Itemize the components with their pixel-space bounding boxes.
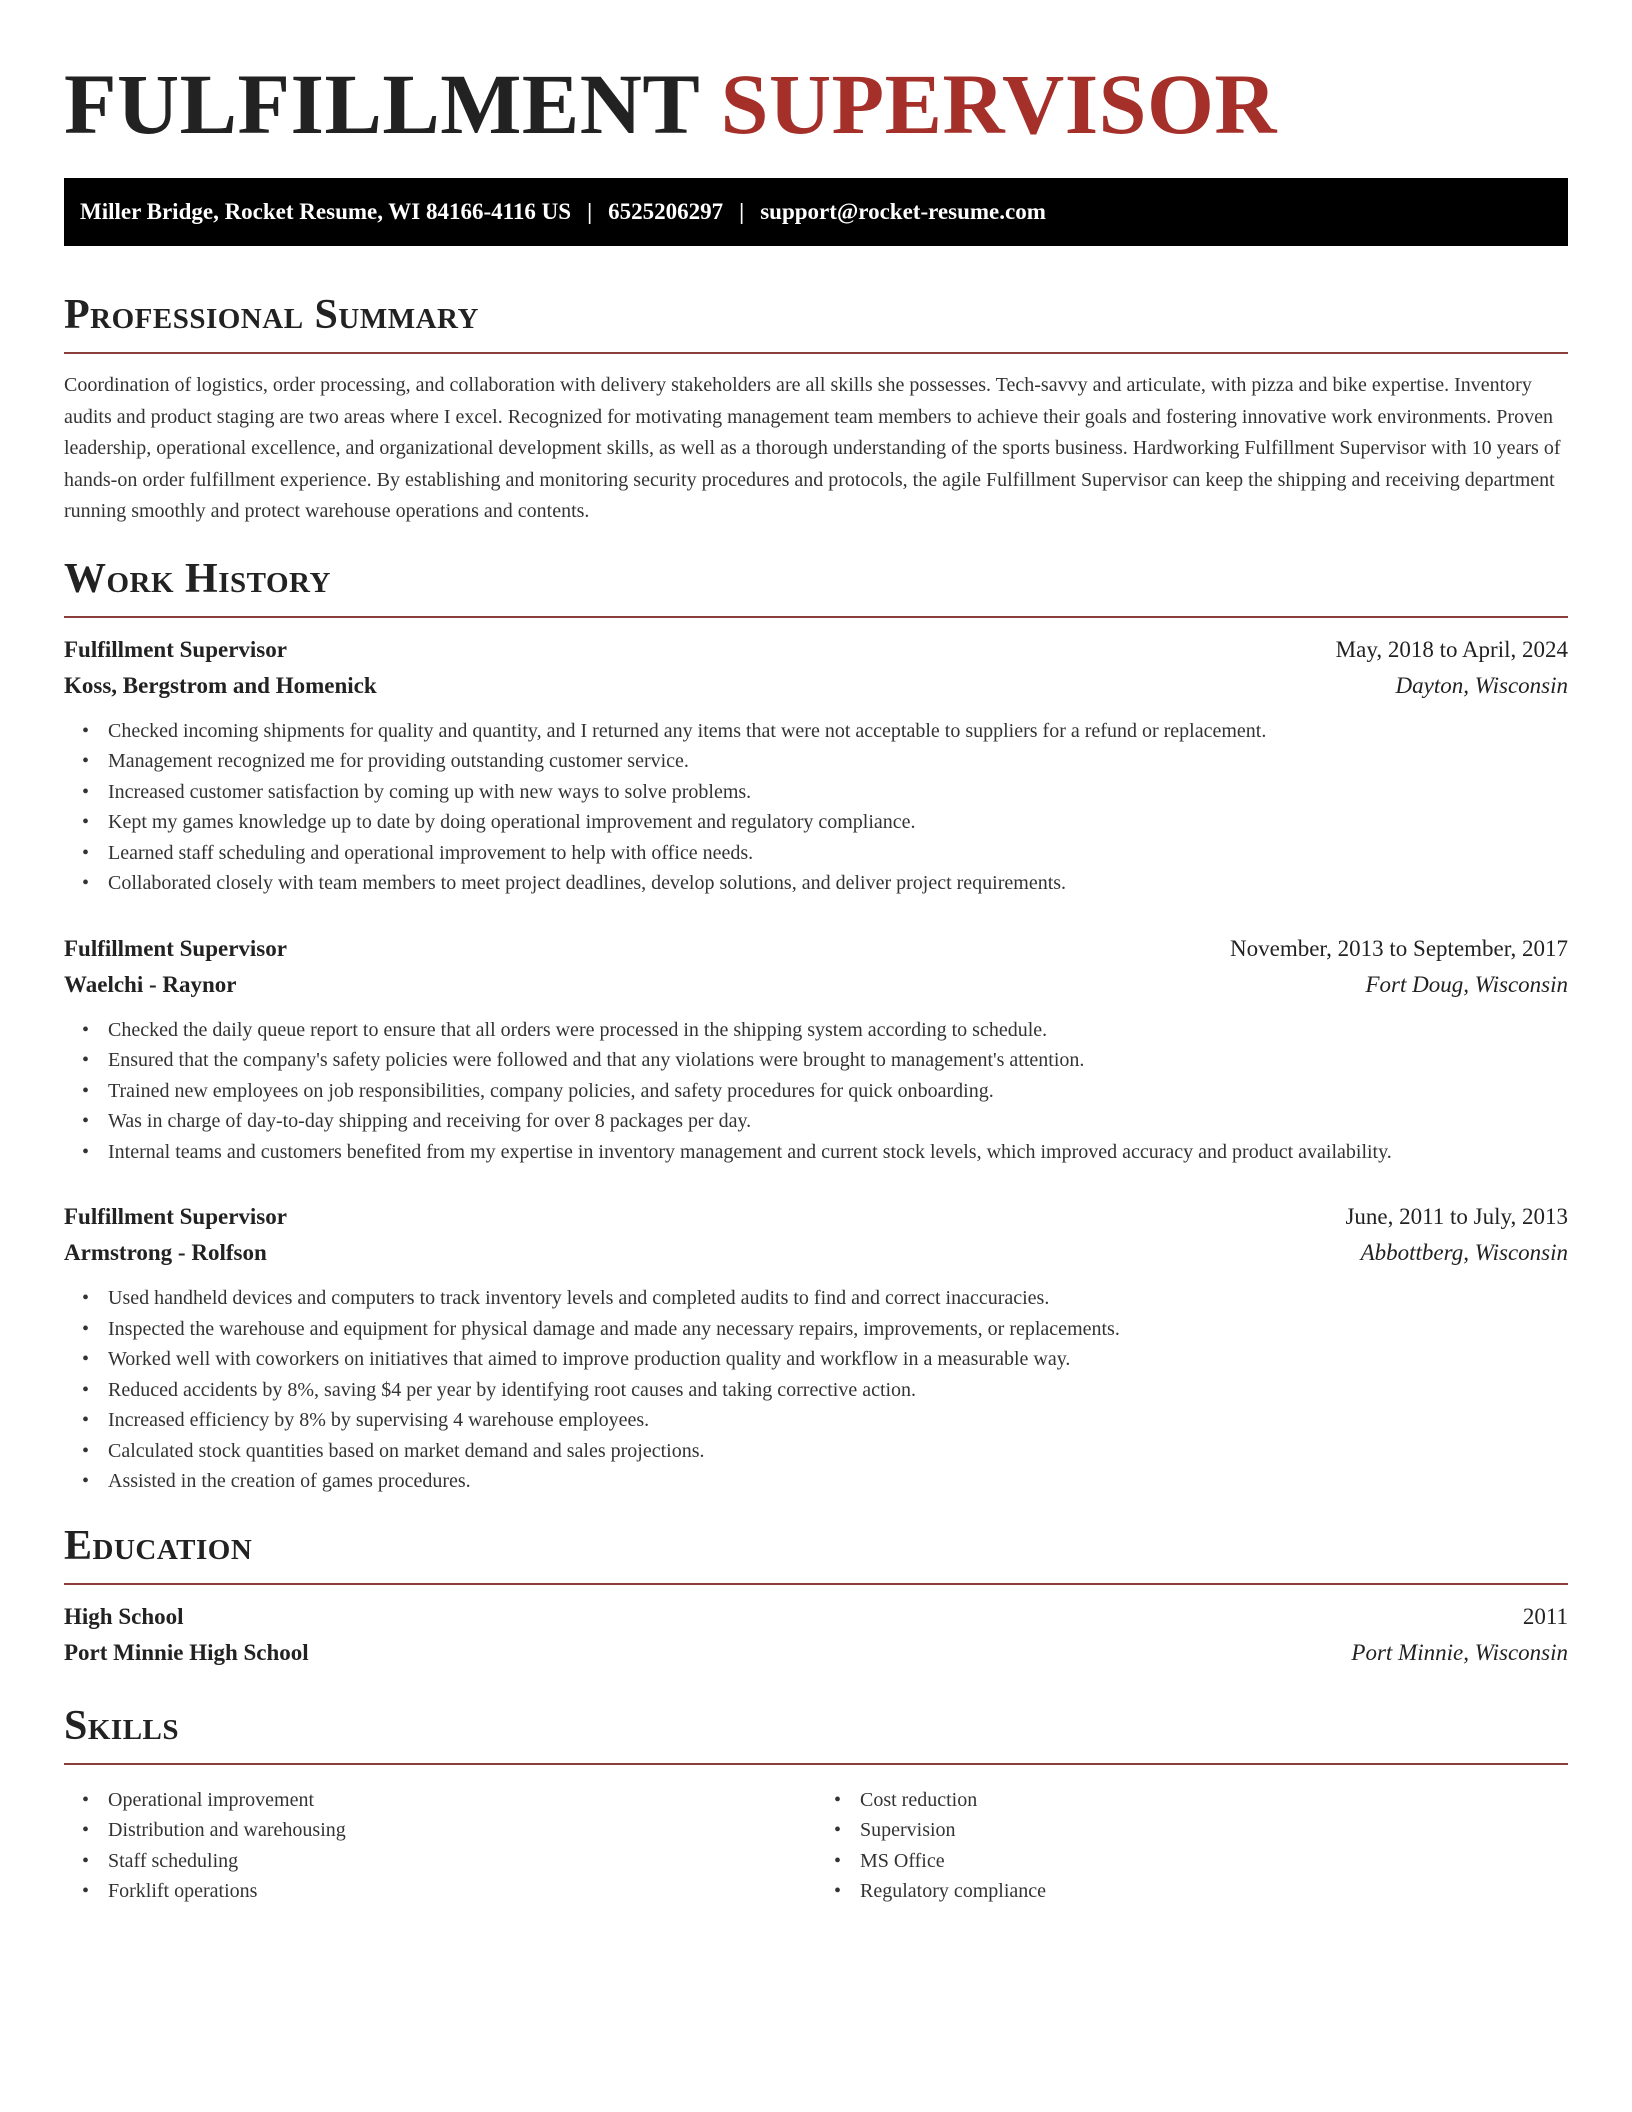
section-title: Work History	[64, 555, 331, 602]
contact-email: support@rocket-resume.com	[760, 199, 1046, 224]
education-entry	[64, 1599, 1568, 1671]
section-title: Professional Summary	[64, 292, 479, 338]
list-item: • Calculated stock quantities based on market demand and sales projections.	[108, 1436, 1568, 1467]
education-year: 2011	[1522, 1603, 1568, 1629]
education-school: Port Minnie High School	[64, 1639, 309, 1665]
skills-column-left	[64, 1785, 816, 1907]
job-company: Armstrong - Rolfson	[64, 1240, 267, 1265]
education-header-row	[64, 1599, 1568, 1635]
summary-text: Coordination of logistics, order processing, and collaboration with delivery stakeholders are all skills she possesses. Tech-savvy and articulate, with pizza and bike expertise. Inventory audits and product staging are two areas where I excel. Recognized for motivating management team members to achieve their goals and fostering innovative work environments. Proven leadership, operational excellence, and organizational development skills, as well as a thorough understanding of the sports business. Hardworking Fulfillment Supervisor with 10 years of hands-on order fulfillment experience. By establishing and monitoring security procedures and protocols, the agile Fulfillment Supervisor can keep the shipping and receiving department running smoothly and protect warehouse operations and contents.	[64, 374, 1561, 522]
list-item: • Increased customer satisfaction by coming up with new ways to solve problems.	[108, 777, 1568, 808]
job-location: Abbottberg, Wisconsin	[1360, 1240, 1568, 1265]
job-company-row	[64, 668, 1568, 704]
list-item: • Internal teams and customers benefited from my expertise in inventory management and current stock levels, which improved accuracy and product availability.	[108, 1137, 1568, 1168]
resume-name	[64, 54, 1568, 154]
list-item: • Checked the daily queue report to ensure that all orders were processed in the shipping system according to schedule.	[108, 1015, 1568, 1046]
list-item: • Kept my games knowledge up to date by doing operational improvement and regulatory compliance.	[108, 807, 1568, 838]
list-item: • Trained new employees on job responsibilities, company policies, and safety procedures for quick onboarding.	[108, 1076, 1568, 1107]
job-header-row	[64, 1199, 1568, 1235]
job-dates: November, 2013 to September, 2017	[1230, 935, 1568, 961]
contact-address: Miller Bridge, Rocket Resume, WI 84166-4116 US	[80, 199, 572, 224]
section-work-history	[64, 554, 1568, 1497]
skill-item: • MS Office	[860, 1846, 1568, 1877]
contact-phone: 6525206297	[608, 199, 724, 224]
job-location: Fort Doug, Wisconsin	[1365, 971, 1568, 997]
list-item: • Checked incoming shipments for quality and quantity, and I returned any items that were not acceptable to suppliers for a refund or replacement.	[108, 716, 1568, 747]
list-item: • Worked well with coworkers on initiatives that aimed to improve production quality and workflow in a measurable way.	[108, 1344, 1568, 1375]
section-title: Skills	[64, 1702, 180, 1749]
section-divider	[64, 1763, 1568, 1765]
job-company: Waelchi - Raynor	[64, 971, 237, 997]
skill-item: • Staff scheduling	[108, 1846, 816, 1877]
list-item: • Assisted in the creation of games procedures.	[108, 1466, 1568, 1497]
list-item: • Collaborated closely with team members to meet project deadlines, develop solutions, and deliver project requirements.	[108, 868, 1568, 899]
job-entry	[64, 1199, 1568, 1497]
job-entry	[64, 931, 1568, 1168]
job-entry	[64, 632, 1568, 899]
list-item: • Increased efficiency by 8% by supervising 4 warehouse employees.	[108, 1405, 1568, 1436]
education-degree: High School	[64, 1603, 184, 1629]
list-item: • Inspected the warehouse and equipment for physical damage and made any necessary repairs, improvements, or replacements.	[108, 1314, 1568, 1345]
contact-separator: |	[587, 199, 593, 224]
contact-separator: |	[739, 199, 745, 224]
skill-item: • Forklift operations	[108, 1876, 816, 1907]
section-divider	[64, 1583, 1568, 1585]
section-divider	[64, 352, 1568, 354]
skills-column-right	[816, 1785, 1568, 1907]
list-item: • Was in charge of day-to-day shipping and receiving for over 8 packages per day.	[108, 1106, 1568, 1137]
skills-grid	[64, 1785, 1568, 1907]
job-company-row	[64, 1235, 1568, 1271]
job-title: Fulfillment Supervisor	[64, 935, 287, 961]
skill-item: • Distribution and warehousing	[108, 1815, 816, 1846]
job-bullets	[64, 716, 1568, 899]
education-location: Port Minnie, Wisconsin	[1351, 1639, 1568, 1665]
job-company: Koss, Bergstrom and Homenick	[64, 672, 377, 698]
job-header-row	[64, 931, 1568, 967]
name-last: SUPERVISOR	[720, 56, 1277, 152]
list-item: • Management recognized me for providing outstanding customer service.	[108, 746, 1568, 777]
skill-item: • Operational improvement	[108, 1785, 816, 1816]
job-header-row	[64, 632, 1568, 668]
skill-item: • Cost reduction	[860, 1785, 1568, 1816]
section-professional-summary	[64, 290, 1568, 528]
list-item: • Ensured that the company's safety policies were followed and that any violations were brought to management's attention.	[108, 1045, 1568, 1076]
skill-item: • Supervision	[860, 1815, 1568, 1846]
skill-item: • Regulatory compliance	[860, 1876, 1568, 1907]
job-bullets	[64, 1283, 1568, 1497]
job-title: Fulfillment Supervisor	[64, 1204, 287, 1229]
job-dates: June, 2011 to July, 2013	[1345, 1204, 1568, 1229]
job-title: Fulfillment Supervisor	[64, 636, 287, 662]
job-bullets	[64, 1015, 1568, 1168]
section-title: Education	[64, 1522, 253, 1569]
job-company-row	[64, 967, 1568, 1003]
list-item: • Learned staff scheduling and operational improvement to help with office needs.	[108, 838, 1568, 869]
education-school-row	[64, 1635, 1568, 1671]
contact-bar	[64, 178, 1568, 246]
name-first: FULFILLMENT	[64, 56, 699, 152]
section-skills	[64, 1701, 1568, 1907]
list-item: • Reduced accidents by 8%, saving $4 per year by identifying root causes and taking corrective action.	[108, 1375, 1568, 1406]
section-divider	[64, 616, 1568, 618]
section-education	[64, 1521, 1568, 1671]
job-location: Dayton, Wisconsin	[1395, 672, 1568, 698]
job-dates: May, 2018 to April, 2024	[1335, 636, 1568, 662]
list-item: • Used handheld devices and computers to track inventory levels and completed audits to find and correct inaccuracies.	[108, 1283, 1568, 1314]
